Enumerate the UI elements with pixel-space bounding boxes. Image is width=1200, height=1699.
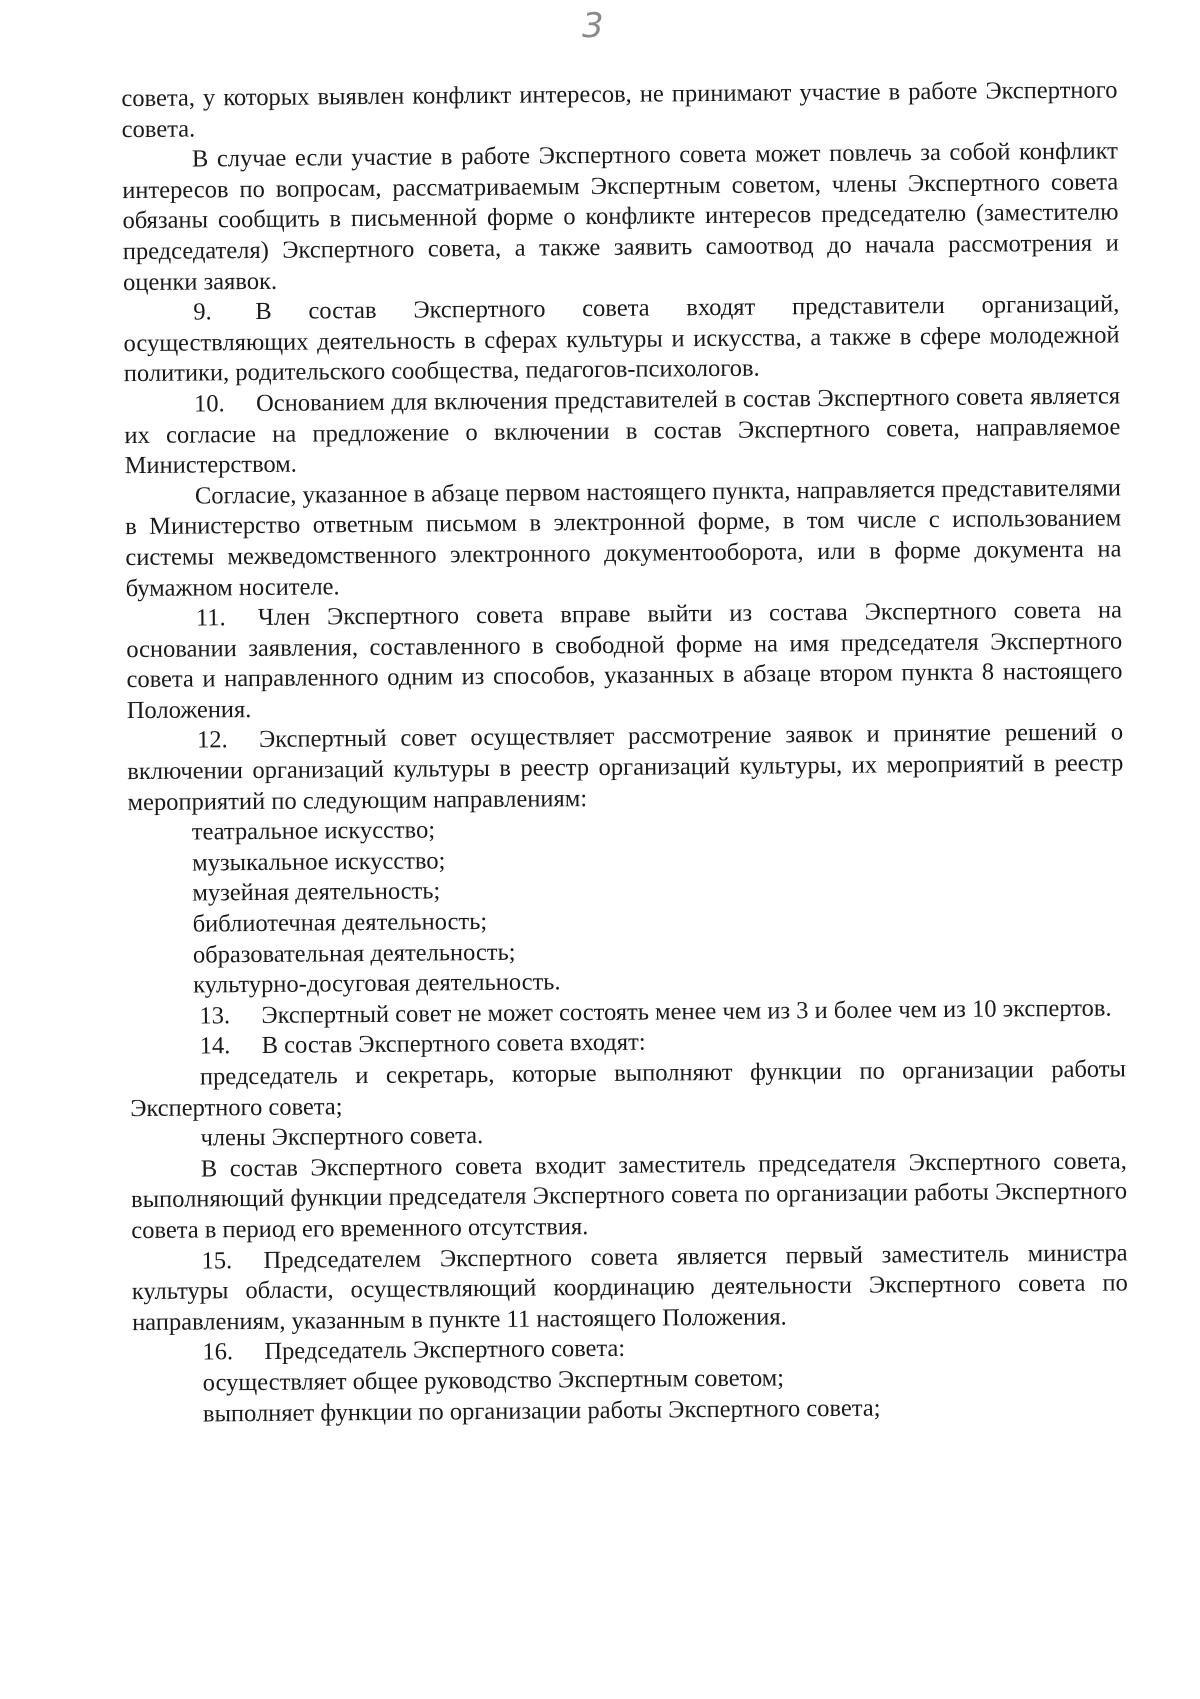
clause-9 [123, 290, 1120, 390]
direction-list-item: образовательная деятельность; [192, 938, 516, 969]
clause-number: 15. [201, 1246, 233, 1275]
paragraph-consent: Согласие, указанное в абзаце первом настоящего пункта, направляется представителями в Министерство ответным письмом в электронной форме, в том числе с использованием системы межведомственного электронного документооборота, или в форме документа на бумажном носителе. [125, 474, 1122, 602]
paragraph-continuation: совета, у которых выявлен конфликт интересов, не принимают участие в работе Экспертного совета. [121, 76, 1118, 143]
paragraph-general-management: осуществляет общее руководство Экспертным советом; [202, 1364, 785, 1397]
clause-10 [124, 381, 1121, 481]
clause-number: 13. [199, 1002, 231, 1030]
paragraph-conflict-of-interest: В случае если участие в работе Экспертного совета может повлечь за собой конфликт интересов по вопросам, рассматриваемым Экспертным советом, члены Экспертного совета обязаны сообщить в письменной форме о конфликте интересов председателю (заместителю председателя) Экспертного совета, а также заявить самоотвод до начала рассмотрения и оценки заявок. [122, 137, 1119, 296]
clause-15 [131, 1238, 1128, 1338]
clause-number: 11. [195, 604, 226, 632]
direction-list-item: музейная деятельность; [192, 877, 441, 907]
direction-list-item: театральное искусство; [191, 816, 436, 846]
paragraph-chair-secretary: председатель и секретарь, которые выполняют функции по организации работы Экспертного совета; [130, 1055, 1127, 1122]
direction-list-item: библиотечная деятельность; [192, 908, 488, 938]
page-number: 3 [581, 5, 604, 47]
paragraph-members: члены Экспертного совета. [200, 1122, 484, 1152]
clause-number: 14. [199, 1032, 231, 1060]
clause-number: 12. [196, 726, 228, 754]
clause-number: 9. [193, 298, 212, 326]
direction-list-item: культурно-досуговая деятельность. [193, 968, 561, 999]
clause-number: 10. [194, 390, 225, 418]
document-body [121, 75, 1129, 1430]
clause-12 [127, 718, 1124, 818]
clause-text: Председателем Экспертного совета является первый заместитель министра культуры области, осуществляющий координацию деятельности Экспертного совета по направлениям, указанным в пункте 11 настоящего Положения. [131, 1238, 1128, 1336]
clause-text: Экспертный совет не может состоять менее чем из 3 и более чем из 10 экспертов. [261, 994, 1112, 1029]
clause-text: Экспертный совет осуществляет рассмотрение заявок и принятие решений о включении организаций культуры в реестр организаций культуры, их мероприятий в реестр мероприятий по следующим направлениям: [127, 718, 1124, 816]
clause-text: Член Экспертного совета вправе выйти из состава Экспертного совета на основании заявления, составленного в свободной форме на имя председателя Экспертного совета и направленного одним из способов, указанных в абзаце втором пункта 8 настоящего Положения. [126, 596, 1123, 724]
clause-number: 16. [202, 1338, 234, 1366]
paragraph-organization-functions: выполняет функции по организации работы Экспертного совета; [202, 1394, 881, 1428]
clause-text: Председатель Экспертного совета: [264, 1335, 626, 1366]
clause-text: В состав Экспертного совета входят: [261, 1029, 646, 1060]
clause-11 [126, 596, 1123, 727]
clause-text: В состав Экспертного совета входят представители организаций, осуществляющих деятельность в сферах культуры и искусства, а также в сфере молодежной политики, родительского сообщества, педагогов-психологов. [123, 290, 1120, 388]
paragraph-deputy-chair: В состав Экспертного совета входит заместитель председателя Экспертного совета, выполняющий функции председателя Экспертного совета по организации работы Экспертного совета в период его временного отсутствия. [130, 1147, 1128, 1245]
direction-list-item: музыкальное искусство; [192, 847, 446, 877]
clause-text: Основанием для включения представителей в состав Экспертного совета является их согласие на предложение о включении в состав Экспертного совета, направляемое Министерством. [124, 382, 1121, 480]
